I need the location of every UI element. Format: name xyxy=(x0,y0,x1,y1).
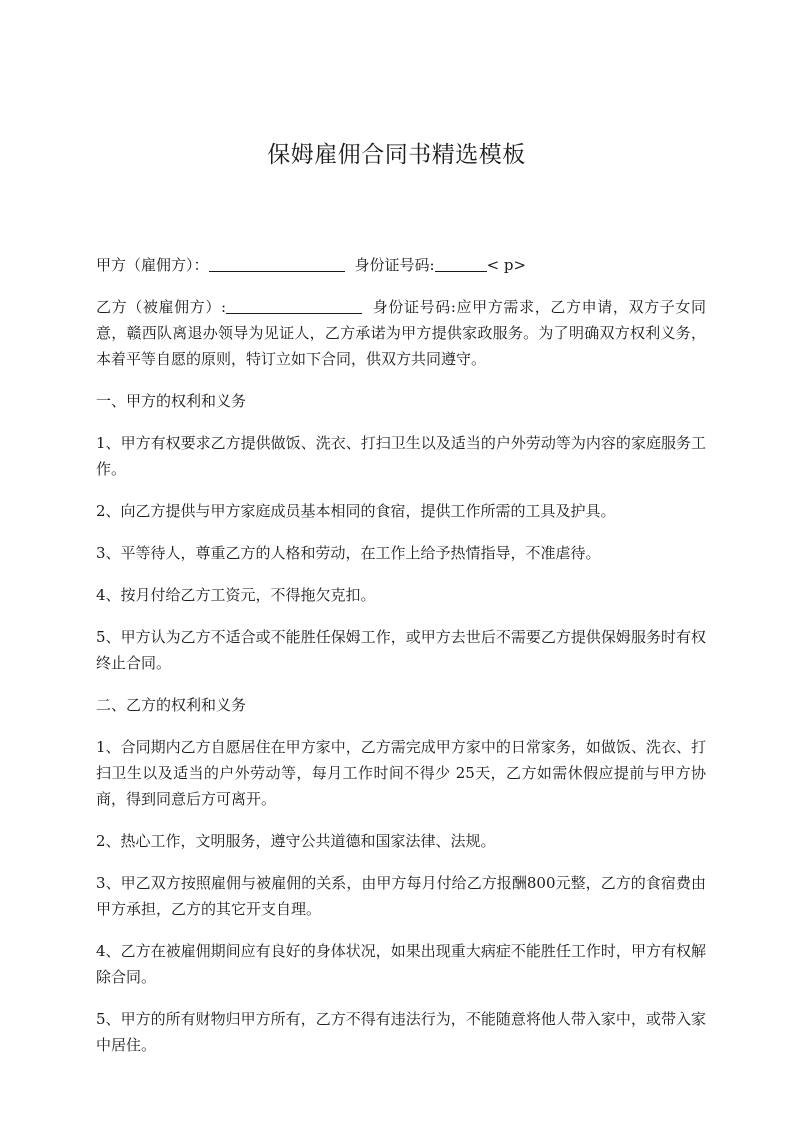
section-2-item: 5、甲方的所有财物归甲方所有，乙方不得有违法行为，不能随意将他人带入家中，或带入家中居住。 xyxy=(96,1010,706,1054)
section-2-item: 3、甲乙双方按照雇佣与被雇佣的关系，由甲方每月付给乙方报酬800元整，乙方的食宿费由甲方承担，乙方的其它开支自理。 xyxy=(96,874,706,918)
party-a-id-blank xyxy=(435,255,487,272)
section-1-item: 4、按月付给乙方工资元，不得拖欠克扣。 xyxy=(96,586,376,604)
party-a-label: 甲方（雇佣方）： xyxy=(96,256,209,274)
document-title: 保姆雇佣合同书精选模板 xyxy=(267,142,526,168)
party-a-line xyxy=(96,252,706,278)
section-1-item: 2、向乙方提供与甲方家庭成员基本相同的食宿，提供工作所需的工具及护具。 xyxy=(96,502,616,520)
party-b-text: 应甲方需求，乙方申请，双方子女同意，赣西队离退办领导为见证人，乙方承诺为甲方提供家政服务。为了明确双方权利义务，本着平等自愿的原则，特订立如下合同，供双方共同遵守。 xyxy=(96,298,706,368)
section-2-item: 2、热心工作，文明服务，遵守公共道德和国家法律、法规。 xyxy=(96,832,496,850)
party-b-label: 乙方（被雇佣方）: xyxy=(96,298,227,316)
party-a-id-tail: < p> xyxy=(486,256,527,274)
section-1-item: 3、平等待人，尊重乙方的人格和劳动，在工作上给予热情指导，不准虐待。 xyxy=(96,544,601,562)
party-a-id-label: 身份证号码: xyxy=(354,256,435,274)
section-1-item: 1、甲方有权要求乙方提供做饭、洗衣、打扫卫生以及适当的户外劳动等为内容的家庭服务工作。 xyxy=(96,434,706,478)
party-a-name-blank xyxy=(209,255,345,272)
party-b-paragraph xyxy=(96,294,706,372)
section-1-item: 5、甲方认为乙方不适合或不能胜任保姆工作，或甲方去世后不需要乙方提供保姆服务时有权终止合同。 xyxy=(96,628,706,672)
section-2-heading: 二、乙方的权利和义务 xyxy=(96,696,247,714)
section-2-item: 1、合同期内乙方自愿居住在甲方家中，乙方需完成甲方家中的日常家务，如做饭、洗衣、打扫卫生以及适当的户外劳动等，每月工作时间不得少 25天，乙方如需休假应提前与甲方协商，得到同意后方可离开。 xyxy=(96,738,706,808)
document-body xyxy=(96,252,706,1074)
section-1-heading: 一、甲方的权利和义务 xyxy=(96,392,247,410)
party-b-id-label: 身份证号码: xyxy=(372,298,456,316)
party-b-name-blank xyxy=(226,297,362,314)
section-2-item: 4、乙方在被雇佣期间应有良好的身体状况，如果出现重大病症不能胜任工作时，甲方有权解除合同。 xyxy=(96,942,706,986)
